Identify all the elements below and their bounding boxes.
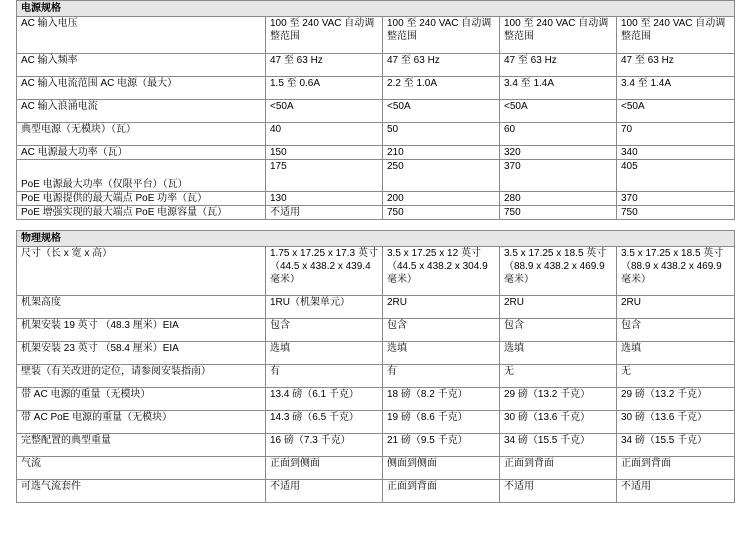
table-cell: 正面到背面 [383, 480, 500, 503]
section-title: 物理规格 [17, 231, 735, 247]
row-label: 气流 [17, 457, 266, 480]
row-label: 机架安装 19 英寸 （48.3 厘米）EIA [17, 319, 266, 342]
table-cell: 750 [383, 206, 500, 220]
table-cell: 2RU [383, 296, 500, 319]
table-cell: 47 至 63 Hz [617, 54, 735, 77]
row-label: AC 输入浪涌电流 [17, 100, 266, 123]
table-cell: 2RU [500, 296, 617, 319]
table-cell: 340 [617, 146, 735, 160]
table-row [17, 146, 735, 160]
table-cell: 29 磅（13.2 千克） [500, 388, 617, 411]
row-label: PoE 电源提供的最大端点 PoE 功率（瓦） [17, 192, 266, 206]
row-label: 机架高度 [17, 296, 266, 319]
table-cell: 不适用 [266, 480, 383, 503]
row-label: 带 AC 电源的重量（无模块） [17, 388, 266, 411]
row-label: PoE 增强实现的最大端点 PoE 电源容量（瓦） [17, 206, 266, 220]
table-cell: 不适用 [617, 480, 735, 503]
table-cell: 1.75 x 17.25 x 17.3 英寸（44.5 x 438.2 x 439.4 毫米） [266, 247, 383, 296]
table-row [17, 388, 735, 411]
table-cell: 50 [383, 123, 500, 146]
table-cell: 150 [266, 146, 383, 160]
table-cell: 100 至 240 VAC 自动调整范围 [383, 17, 500, 54]
table-cell: 40 [266, 123, 383, 146]
table-cell: 包含 [383, 319, 500, 342]
table-cell: 无 [617, 365, 735, 388]
table-cell: 29 磅（13.2 千克） [617, 388, 735, 411]
table-cell: 正面到背面 [617, 457, 735, 480]
table-cell: 21 磅（9.5 千克） [383, 434, 500, 457]
table-cell: 250 [383, 160, 500, 192]
table-cell: 130 [266, 192, 383, 206]
table-cell: 370 [500, 160, 617, 192]
table-cell: 16 磅（7.3 千克） [266, 434, 383, 457]
row-label: 典型电源（无模块）（瓦） [17, 123, 266, 146]
table-row [17, 457, 735, 480]
section-gap [17, 220, 735, 231]
table-cell: 无 [500, 365, 617, 388]
table-cell: 3.4 至 1.4A [500, 77, 617, 100]
table-row [17, 247, 735, 296]
spec-table [16, 0, 735, 503]
table-cell: 19 磅（8.6 千克） [383, 411, 500, 434]
table-row [17, 206, 735, 220]
table-cell: 不适用 [500, 480, 617, 503]
row-label: 机架安装 23 英寸 （58.4 厘米）EIA [17, 342, 266, 365]
table-cell: 14.3 磅（6.5 千克） [266, 411, 383, 434]
spec-sheet [16, 0, 734, 503]
table-cell: 包含 [617, 319, 735, 342]
row-label: 可选气流套件 [17, 480, 266, 503]
table-cell: 有 [383, 365, 500, 388]
table-cell: <50A [383, 100, 500, 123]
table-row [17, 296, 735, 319]
table-cell: 2.2 至 1.0A [383, 77, 500, 100]
table-cell: 选填 [383, 342, 500, 365]
table-cell: 47 至 63 Hz [500, 54, 617, 77]
table-cell: 选填 [500, 342, 617, 365]
row-label: AC 电源最大功率（瓦） [17, 146, 266, 160]
table-row [17, 480, 735, 503]
table-row [17, 77, 735, 100]
table-row [17, 342, 735, 365]
table-cell: 选填 [617, 342, 735, 365]
section-header-physical [17, 231, 735, 247]
table-cell: 100 至 240 VAC 自动调整范围 [500, 17, 617, 54]
table-cell: 包含 [500, 319, 617, 342]
row-label: AC 输入频率 [17, 54, 266, 77]
table-cell: 70 [617, 123, 735, 146]
section-header-power [17, 1, 735, 17]
row-label: 尺寸（长 x 宽 x 高） [17, 247, 266, 296]
table-cell: 60 [500, 123, 617, 146]
table-row [17, 100, 735, 123]
table-cell: 13.4 磅（6.1 千克） [266, 388, 383, 411]
table-row [17, 17, 735, 54]
table-cell: 选填 [266, 342, 383, 365]
table-cell: 100 至 240 VAC 自动调整范围 [266, 17, 383, 54]
table-cell: 18 磅（8.2 千克） [383, 388, 500, 411]
table-row [17, 365, 735, 388]
table-cell: 200 [383, 192, 500, 206]
table-cell: 405 [617, 160, 735, 192]
table-cell: 不适用 [266, 206, 383, 220]
table-cell: 侧面到侧面 [383, 457, 500, 480]
table-cell: 2RU [617, 296, 735, 319]
table-row [17, 54, 735, 77]
table-cell: 30 磅（13.6 千克） [617, 411, 735, 434]
table-cell: 3.4 至 1.4A [617, 77, 735, 100]
table-cell: 30 磅（13.6 千克） [500, 411, 617, 434]
table-cell: 有 [266, 365, 383, 388]
table-cell: 47 至 63 Hz [266, 54, 383, 77]
table-cell: 3.5 x 17.25 x 18.5 英寸（88.9 x 438.2 x 469.9 毫米） [617, 247, 735, 296]
table-row [17, 160, 735, 192]
table-cell: 1RU（机架单元） [266, 296, 383, 319]
table-cell: 包含 [266, 319, 383, 342]
table-cell: 320 [500, 146, 617, 160]
table-cell: <50A [500, 100, 617, 123]
row-label: PoE 电源最大功率（仅限平台）（瓦） [17, 160, 266, 192]
table-cell: 3.5 x 17.25 x 18.5 英寸（88.9 x 438.2 x 469.9 毫米） [500, 247, 617, 296]
table-cell: <50A [617, 100, 735, 123]
table-cell: 210 [383, 146, 500, 160]
table-cell: 47 至 63 Hz [383, 54, 500, 77]
table-cell: 280 [500, 192, 617, 206]
row-label: AC 输入电压 [17, 17, 266, 54]
table-cell: 750 [500, 206, 617, 220]
table-row [17, 411, 735, 434]
table-cell: <50A [266, 100, 383, 123]
row-label: 带 AC PoE 电源的重量（无模块） [17, 411, 266, 434]
table-cell: 3.5 x 17.25 x 12 英寸（44.5 x 438.2 x 304.9 毫米） [383, 247, 500, 296]
row-label: 壁装（有关改进的定位，请参阅安装指南） [17, 365, 266, 388]
table-cell: 1.5 至 0.6A [266, 77, 383, 100]
table-cell: 370 [617, 192, 735, 206]
table-cell: 正面到侧面 [266, 457, 383, 480]
section-title: 电源规格 [17, 1, 735, 17]
row-label: 完整配置的典型重量 [17, 434, 266, 457]
table-cell: 34 磅（15.5 千克） [617, 434, 735, 457]
table-cell: 750 [617, 206, 735, 220]
row-label: AC 输入电流范围 AC 电源（最大） [17, 77, 266, 100]
table-cell: 175 [266, 160, 383, 192]
table-row [17, 434, 735, 457]
table-cell: 正面到背面 [500, 457, 617, 480]
table-row [17, 192, 735, 206]
table-row [17, 123, 735, 146]
table-row [17, 319, 735, 342]
table-cell: 34 磅（15.5 千克） [500, 434, 617, 457]
table-cell: 100 至 240 VAC 自动调整范围 [617, 17, 735, 54]
